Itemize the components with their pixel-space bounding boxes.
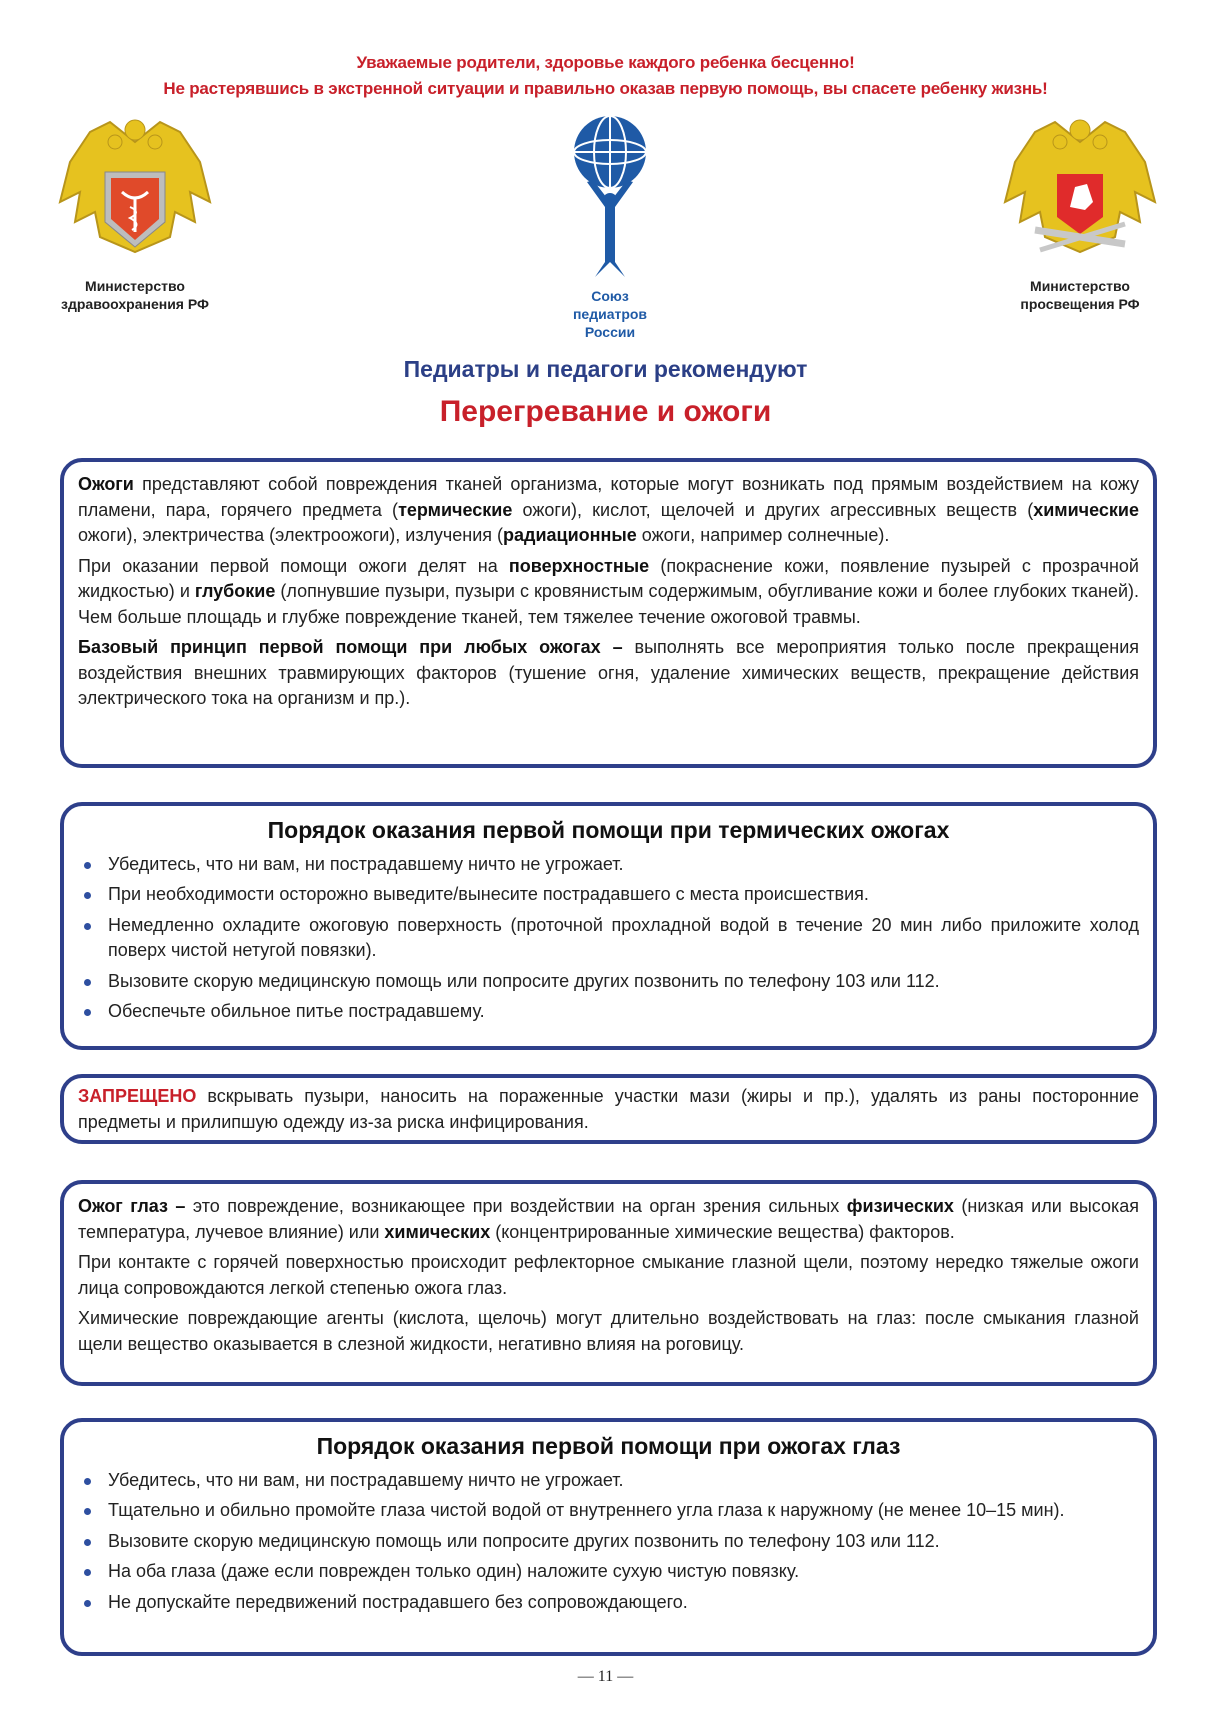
text: (покраснение кожи, появление пузырей с прозрачной жидкостью) и (78, 555, 1139, 601)
term-thermal: термические (398, 499, 513, 520)
term-eye-burn: Ожог глаз – (78, 1196, 186, 1216)
text: При оказании первой помощи ожоги делят на (78, 555, 509, 576)
prohibited-text: вскрывать пузыри, наносить на пораженные участки мази (жиры и пр.), удалять из раны посторонние предметы и прилипшую одежду из-за риска инфицирования. (78, 1086, 1139, 1132)
union-caption-2: педиатров (572, 306, 648, 322)
text: (низкая или высокая температура, лучевое влияние) или (78, 1196, 1139, 1242)
term-burns: Ожоги (78, 474, 134, 494)
burn-classification-paragraph (78, 554, 1139, 631)
page-subtitle: Педиатры и педагоги рекомендуют (403, 356, 808, 382)
burns-definition-box (60, 458, 1157, 768)
text: ожоги), кислот, щелочей и других агрессивных веществ ( (512, 499, 1034, 520)
term-basic-principle: Базовый принцип первой помощи при любых ожогах – (78, 637, 623, 657)
term-radiation: радиационные (503, 525, 637, 545)
text: (лопнувшие пузыри, пузыри с кровянистым содержимым, обугливание кожи и более глубоких тканей). Чем больше площадь и глубже повреждение тканей, тем тяжелее течение ожоговой травмы. (78, 581, 1139, 627)
text: выполнять все мероприятия только после прекращения воздействия внешних травмирующих факторов (тушение огня, удаление химических веществ, прекращение действия электрического тока на организм и пр.). (78, 637, 1139, 708)
slogan-line-1: Уважаемые родители, здоровье каждого ребенка бесценно! (356, 53, 855, 72)
eye-burn-definition-paragraph (78, 1194, 1139, 1245)
text: это повреждение, возникающее при воздействии на орган зрения сильных (185, 1196, 847, 1216)
ministry-health-caption-2: здравоохранения РФ (61, 296, 209, 312)
eye-burns-first-aid-box (60, 1418, 1157, 1656)
globe-holding-figure-icon (565, 112, 655, 282)
union-of-pediatricians-logo (540, 112, 680, 341)
term-chemical: химических (384, 1221, 491, 1242)
thermal-first-aid-heading: Порядок оказания первой помощи при термических ожогах (267, 817, 950, 843)
thermal-burns-first-aid-box (60, 802, 1157, 1050)
list-item: При необходимости осторожно выведите/вынесите пострадавшего с места происшествия. (78, 882, 1139, 908)
list-item: Вызовите скорую медицинскую помощь или попросите других позвонить по телефону 103 или 112. (78, 1529, 1139, 1555)
term-deep: глубокие (194, 581, 276, 601)
list-item: Тщательно и обильно промойте глаза чистой водой от внутреннего угла глаза к наружному (не менее 10–15 мин). (78, 1498, 1139, 1524)
ministry-of-education-logo (985, 112, 1175, 313)
basic-principle-paragraph (78, 635, 1139, 712)
ministry-education-caption-1: Министерство (1030, 278, 1130, 294)
eye-first-aid-heading: Порядок оказания первой помощи при ожогах глаз (316, 1433, 901, 1459)
union-caption-3: России (584, 324, 636, 340)
list-item: Не допускайте передвижений пострадавшего без сопровождающего. (78, 1590, 1139, 1616)
eye-burn-chemical-paragraph: Химические повреждающие агенты (кислота, щелочь) могут длительно воздействовать на глаз: после смыкания глазной щели вещество оказывается в слезной жидкости, негативно влияя на роговицу. (78, 1308, 1139, 1354)
eye-burns-definition-box (60, 1180, 1157, 1386)
text: ожоги), электричества (электроожоги), излучения ( (78, 525, 504, 545)
double-headed-eagle-with-st-george-icon (995, 112, 1165, 272)
prohibited-label: ЗАПРЕЩЕНО (78, 1086, 197, 1106)
list-item: Немедленно охладите ожоговую поверхность (проточной прохладной водой в течение 20 мин либо приложите холод поверх чистой нетугой повязки). (78, 913, 1139, 964)
burns-definition-paragraph (78, 472, 1139, 549)
thermal-first-aid-list (78, 852, 1139, 1025)
slogan-line-2: Не растерявшись в экстренной ситуации и правильно оказав первую помощь, вы спасете ребенку жизнь! (163, 79, 1048, 98)
list-item: Убедитесь, что ни вам, ни пострадавшему ничто не угрожает. (78, 852, 1139, 878)
ministry-education-caption-2: просвещения РФ (1020, 296, 1140, 312)
prohibited-warning-box (60, 1074, 1157, 1144)
term-physical: физических (846, 1196, 954, 1216)
eye-first-aid-list (78, 1468, 1139, 1616)
list-item: Убедитесь, что ни вам, ни пострадавшему ничто не угрожает. (78, 1468, 1139, 1494)
page-title: Перегревание и ожоги (439, 395, 772, 428)
text: представляют собой повреждения тканей организма, которые могут возникать под прямым воздействием на кожу пламени, пара, горячего предмета ( (78, 474, 1139, 520)
text: ожоги, например солнечные). (636, 525, 890, 545)
text: (концентрированные химические вещества) факторов. (490, 1221, 955, 1242)
ministry-of-health-logo (40, 112, 230, 313)
list-item: Вызовите скорую медицинскую помощь или попросите других позвонить по телефону 103 или 112. (78, 969, 1139, 995)
eye-burn-hot-surface-paragraph: При контакте с горячей поверхностью происходит рефлекторное смыкание глазной щели, поэтому нередко тяжелые ожоги лица сопровождаются легкой степенью ожога глаз. (78, 1252, 1139, 1298)
ministry-health-caption-1: Министерство (85, 278, 185, 294)
list-item: На оба глаза (даже если поврежден только один) наложите сухую чистую повязку. (78, 1559, 1139, 1585)
double-headed-eagle-with-caduceus-icon (50, 112, 220, 272)
list-item: Обеспечьте обильное питье пострадавшему. (78, 999, 1139, 1025)
term-chemical: химические (1033, 499, 1139, 520)
page-number: — 11 — (577, 1668, 634, 1685)
term-superficial: поверхностные (508, 555, 650, 576)
union-caption-1: Союз (591, 288, 629, 304)
